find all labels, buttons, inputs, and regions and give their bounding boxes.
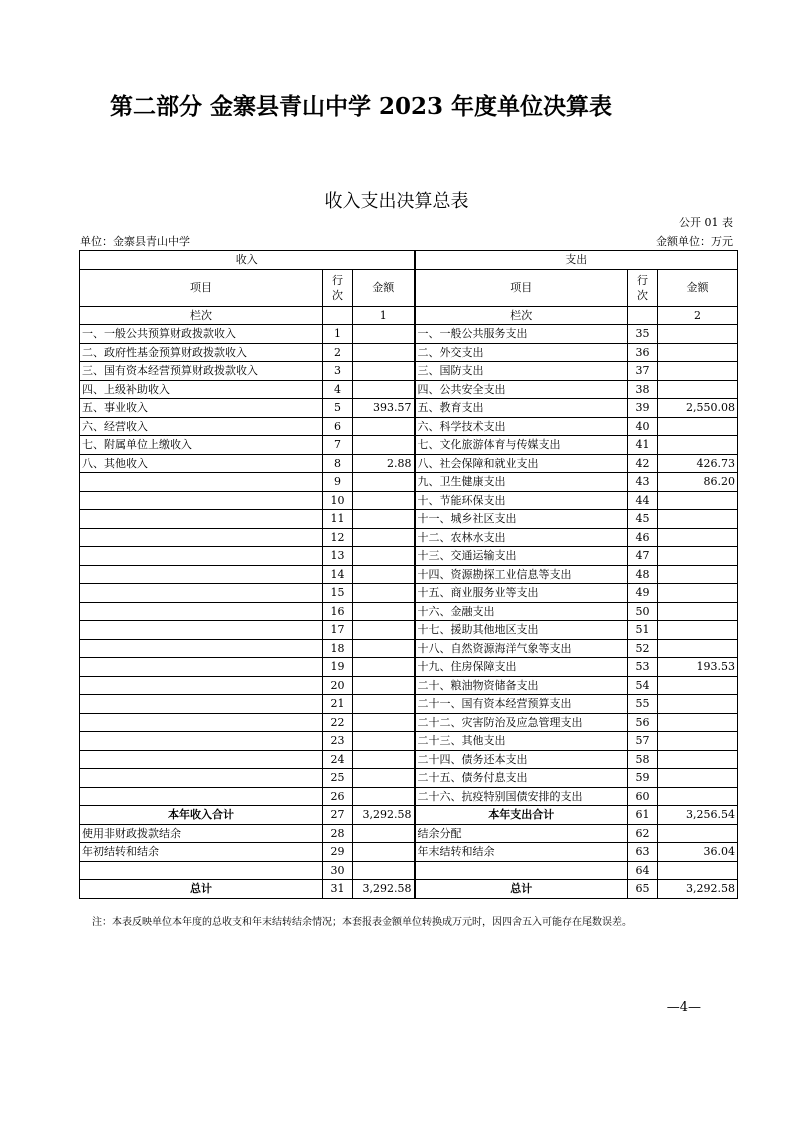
income-line-no-cell: 17 — [323, 621, 353, 640]
expense-amount-cell: 86.20 — [658, 473, 738, 492]
income-amount-cell — [353, 621, 415, 640]
expense-line-no-cell: 44 — [628, 491, 658, 510]
expense-line-no-cell: 49 — [628, 584, 658, 603]
expense-line-no-cell: 38 — [628, 380, 658, 399]
expense-amount-cell — [658, 510, 738, 529]
expense-item-cell: 二十二、灾害防治及应急管理支出 — [415, 713, 628, 732]
income-line-no-cell: 14 — [323, 565, 353, 584]
income-line-no-cell: 27 — [323, 806, 353, 825]
table-row — [80, 510, 738, 529]
column-label-row — [80, 306, 738, 325]
income-line-no-cell: 7 — [323, 436, 353, 455]
table-row — [80, 528, 738, 547]
expense-item-cell: 七、文化旅游体育与传媒支出 — [415, 436, 628, 455]
income-item-cell — [80, 510, 323, 529]
table-row — [80, 473, 738, 492]
unit-label: 单位：金寨县青山中学 — [80, 235, 190, 248]
expense-line-no-cell: 61 — [628, 806, 658, 825]
income-line-no-cell: 24 — [323, 750, 353, 769]
income-item-cell: 一、一般公共预算财政拨款收入 — [80, 325, 323, 344]
expense-line-no-cell: 45 — [628, 510, 658, 529]
expense-amount-cell — [658, 584, 738, 603]
income-line-no-cell: 5 — [323, 399, 353, 418]
expense-item-cell: 八、社会保障和就业支出 — [415, 454, 628, 473]
footnote: 注：本表反映单位本年度的总收支和年末结转结余情况；本套报表金额单位转换成万元时，因四舍五入可能存在尾数误差。 — [92, 917, 632, 928]
income-amount-header: 金额 — [353, 269, 415, 306]
form-code: 公开 01 表 — [679, 216, 733, 229]
expense-amount-cell — [658, 343, 738, 362]
income-amount-cell — [353, 769, 415, 788]
income-item-cell — [80, 639, 323, 658]
expense-line-no-cell: 52 — [628, 639, 658, 658]
expense-line-no-cell: 58 — [628, 750, 658, 769]
table-row — [80, 658, 738, 677]
income-item-header: 项目 — [80, 269, 323, 306]
income-line-no-cell: 25 — [323, 769, 353, 788]
expense-line-no-cell: 63 — [628, 843, 658, 862]
table-row — [80, 417, 738, 436]
table-row — [80, 769, 738, 788]
income-line-no-cell: 30 — [323, 861, 353, 880]
expense-amount-cell — [658, 861, 738, 880]
column-header-row — [80, 269, 738, 306]
expense-line-no-cell: 64 — [628, 861, 658, 880]
income-item-cell — [80, 769, 323, 788]
money-unit-label: 金额单位：万元 — [656, 235, 733, 248]
expense-line-no-cell: 43 — [628, 473, 658, 492]
table-row — [80, 602, 738, 621]
income-amount-cell — [353, 547, 415, 566]
income-amount-cell — [353, 750, 415, 769]
income-line-no-cell: 1 — [323, 325, 353, 344]
income-line-no-cell: 31 — [323, 880, 353, 899]
income-amount-cell — [353, 861, 415, 880]
table-row — [80, 565, 738, 584]
table-row — [80, 343, 738, 362]
table-row — [80, 584, 738, 603]
expense-line-no-cell: 35 — [628, 325, 658, 344]
income-line-no-cell: 2 — [323, 343, 353, 362]
income-line-no-cell: 20 — [323, 676, 353, 695]
table-row — [80, 695, 738, 714]
income-line-no-cell: 21 — [323, 695, 353, 714]
income-line-no-cell: 13 — [323, 547, 353, 566]
expense-amount-cell — [658, 824, 738, 843]
expense-line-no-cell: 57 — [628, 732, 658, 751]
expense-amount-cell — [658, 528, 738, 547]
expense-amount-cell — [658, 491, 738, 510]
table-row — [80, 787, 738, 806]
income-item-cell — [80, 547, 323, 566]
expense-section-header: 支出 — [415, 251, 738, 270]
expense-amount-cell — [658, 325, 738, 344]
expense-amount-cell: 2,550.08 — [658, 399, 738, 418]
expense-amount-cell — [658, 639, 738, 658]
income-section-header: 收入 — [80, 251, 415, 270]
income-line-no-cell: 18 — [323, 639, 353, 658]
expense-line-no-cell: 42 — [628, 454, 658, 473]
expense-item-cell: 十九、住房保障支出 — [415, 658, 628, 677]
income-amount-cell — [353, 602, 415, 621]
income-line-no-cell: 26 — [323, 787, 353, 806]
income-item-cell: 使用非财政拨款结余 — [80, 824, 323, 843]
income-amount-cell — [353, 658, 415, 677]
expense-amount-cell — [658, 436, 738, 455]
table-row — [80, 639, 738, 658]
expense-item-cell: 十五、商业服务业等支出 — [415, 584, 628, 603]
income-line-no-cell: 4 — [323, 380, 353, 399]
income-amount-cell — [353, 362, 415, 381]
income-line-no-cell: 29 — [323, 843, 353, 862]
expense-item-cell: 十、节能环保支出 — [415, 491, 628, 510]
expense-amount-cell — [658, 713, 738, 732]
income-line-no-cell: 8 — [323, 454, 353, 473]
table-row — [80, 713, 738, 732]
income-line-no-cell: 22 — [323, 713, 353, 732]
expense-item-cell — [415, 861, 628, 880]
income-item-cell — [80, 732, 323, 751]
expense-column-label-blank — [628, 306, 658, 325]
expense-amount-cell — [658, 602, 738, 621]
expense-amount-cell: 36.04 — [658, 843, 738, 862]
income-line-no-cell: 9 — [323, 473, 353, 492]
page-number: —4— — [666, 1000, 701, 1015]
expense-line-no-cell: 46 — [628, 528, 658, 547]
income-line-no-cell: 11 — [323, 510, 353, 529]
expense-item-cell: 二、外交支出 — [415, 343, 628, 362]
income-item-cell — [80, 491, 323, 510]
table-row — [80, 362, 738, 381]
expense-amount-cell — [658, 417, 738, 436]
income-line-no-cell: 3 — [323, 362, 353, 381]
income-col-number: 1 — [353, 306, 415, 325]
expense-line-no-cell: 54 — [628, 676, 658, 695]
expense-amount-cell — [658, 769, 738, 788]
section-header-row — [80, 251, 738, 270]
table-row — [80, 399, 738, 418]
income-item-cell: 八、其他收入 — [80, 454, 323, 473]
expense-item-cell: 九、卫生健康支出 — [415, 473, 628, 492]
income-item-cell — [80, 528, 323, 547]
table-row — [80, 547, 738, 566]
table-row — [80, 454, 738, 473]
income-amount-cell — [353, 732, 415, 751]
table-row — [80, 806, 738, 825]
expense-item-cell: 十六、金融支出 — [415, 602, 628, 621]
expense-amount-cell: 426.73 — [658, 454, 738, 473]
income-line-no-cell: 10 — [323, 491, 353, 510]
expense-line-no-header: 行次 — [628, 269, 658, 306]
expense-amount-cell — [658, 695, 738, 714]
income-amount-cell — [353, 824, 415, 843]
table-row — [80, 325, 738, 344]
income-amount-cell — [353, 528, 415, 547]
income-amount-cell — [353, 565, 415, 584]
expense-amount-cell — [658, 732, 738, 751]
expense-column-label: 栏次 — [415, 306, 628, 325]
expense-item-cell: 四、公共安全支出 — [415, 380, 628, 399]
expense-amount-cell — [658, 750, 738, 769]
expense-item-cell: 三、国防支出 — [415, 362, 628, 381]
expense-line-no-cell: 56 — [628, 713, 658, 732]
expense-item-cell: 二十一、国有资本经营预算支出 — [415, 695, 628, 714]
income-item-cell — [80, 750, 323, 769]
income-item-cell: 本年收入合计 — [80, 806, 323, 825]
income-item-cell: 四、上级补助收入 — [80, 380, 323, 399]
income-amount-cell: 3,292.58 — [353, 880, 415, 899]
table-row — [80, 621, 738, 640]
expense-item-cell: 二十六、抗疫特别国债安排的支出 — [415, 787, 628, 806]
expense-line-no-cell: 41 — [628, 436, 658, 455]
table-row — [80, 880, 738, 899]
expense-col-number: 2 — [658, 306, 738, 325]
income-amount-cell — [353, 787, 415, 806]
income-amount-cell — [353, 343, 415, 362]
income-column-label: 栏次 — [80, 306, 323, 325]
income-amount-cell — [353, 491, 415, 510]
expense-line-no-cell: 59 — [628, 769, 658, 788]
income-amount-cell — [353, 510, 415, 529]
expense-line-no-cell: 37 — [628, 362, 658, 381]
income-amount-cell — [353, 473, 415, 492]
expense-amount-cell: 3,292.58 — [658, 880, 738, 899]
expense-line-no-cell: 60 — [628, 787, 658, 806]
expense-item-cell: 结余分配 — [415, 824, 628, 843]
expense-amount-header: 金额 — [658, 269, 738, 306]
expense-item-cell: 十四、资源勘探工业信息等支出 — [415, 565, 628, 584]
expense-item-cell: 十八、自然资源海洋气象等支出 — [415, 639, 628, 658]
table-row — [80, 436, 738, 455]
expense-amount-cell — [658, 547, 738, 566]
expense-amount-cell — [658, 362, 738, 381]
table-row — [80, 491, 738, 510]
income-item-cell — [80, 676, 323, 695]
table-title: 收入支出决算总表 — [324, 191, 469, 212]
income-item-cell — [80, 787, 323, 806]
table-row — [80, 676, 738, 695]
income-line-no-cell: 23 — [323, 732, 353, 751]
expense-line-no-cell: 36 — [628, 343, 658, 362]
income-item-cell: 六、经营收入 — [80, 417, 323, 436]
expense-item-cell: 六、科学技术支出 — [415, 417, 628, 436]
income-item-cell: 七、附属单位上缴收入 — [80, 436, 323, 455]
expense-line-no-cell: 65 — [628, 880, 658, 899]
table-row — [80, 380, 738, 399]
income-item-cell: 年初结转和结余 — [80, 843, 323, 862]
income-amount-cell: 2.88 — [353, 454, 415, 473]
income-item-cell — [80, 861, 323, 880]
income-line-no-cell: 15 — [323, 584, 353, 603]
income-amount-cell — [353, 639, 415, 658]
expense-line-no-cell: 50 — [628, 602, 658, 621]
expense-amount-cell: 3,256.54 — [658, 806, 738, 825]
table-row — [80, 861, 738, 880]
income-item-cell — [80, 473, 323, 492]
expense-line-no-cell: 55 — [628, 695, 658, 714]
expense-item-header: 项目 — [415, 269, 628, 306]
income-expense-table — [79, 250, 738, 899]
income-amount-cell — [353, 380, 415, 399]
income-amount-cell — [353, 695, 415, 714]
expense-line-no-cell: 51 — [628, 621, 658, 640]
expense-line-no-cell: 40 — [628, 417, 658, 436]
income-amount-cell — [353, 676, 415, 695]
expense-line-no-cell: 47 — [628, 547, 658, 566]
income-item-cell — [80, 584, 323, 603]
income-item-cell — [80, 713, 323, 732]
income-line-no-header: 行次 — [323, 269, 353, 306]
expense-item-cell: 二十四、债务还本支出 — [415, 750, 628, 769]
expense-amount-cell — [658, 565, 738, 584]
expense-item-cell: 本年支出合计 — [415, 806, 628, 825]
expense-item-cell: 年末结转和结余 — [415, 843, 628, 862]
expense-line-no-cell: 62 — [628, 824, 658, 843]
income-amount-cell: 3,292.58 — [353, 806, 415, 825]
expense-item-cell: 二十三、其他支出 — [415, 732, 628, 751]
expense-amount-cell — [658, 380, 738, 399]
page-title: 第二部分 金寨县青山中学 2023 年度单位决算表 — [110, 93, 613, 120]
table-row — [80, 824, 738, 843]
income-item-cell: 二、政府性基金预算财政拨款收入 — [80, 343, 323, 362]
expense-item-cell: 十二、农林水支出 — [415, 528, 628, 547]
expense-item-cell: 总计 — [415, 880, 628, 899]
expense-amount-cell — [658, 787, 738, 806]
expense-item-cell: 五、教育支出 — [415, 399, 628, 418]
income-item-cell: 五、事业收入 — [80, 399, 323, 418]
income-line-no-cell: 28 — [323, 824, 353, 843]
income-item-cell — [80, 565, 323, 584]
income-line-no-cell: 16 — [323, 602, 353, 621]
income-amount-cell — [353, 584, 415, 603]
expense-item-cell: 一、一般公共服务支出 — [415, 325, 628, 344]
expense-amount-cell: 193.53 — [658, 658, 738, 677]
expense-item-cell: 二十五、债务付息支出 — [415, 769, 628, 788]
income-amount-cell — [353, 843, 415, 862]
income-amount-cell — [353, 417, 415, 436]
table-row — [80, 750, 738, 769]
income-line-no-cell: 12 — [323, 528, 353, 547]
expense-line-no-cell: 53 — [628, 658, 658, 677]
income-item-cell: 总计 — [80, 880, 323, 899]
income-item-cell — [80, 658, 323, 677]
income-column-label-blank — [323, 306, 353, 325]
expense-item-cell: 二十、粮油物资储备支出 — [415, 676, 628, 695]
expense-amount-cell — [658, 621, 738, 640]
income-amount-cell — [353, 436, 415, 455]
income-line-no-cell: 6 — [323, 417, 353, 436]
expense-item-cell: 十三、交通运输支出 — [415, 547, 628, 566]
income-amount-cell — [353, 325, 415, 344]
expense-line-no-cell: 39 — [628, 399, 658, 418]
income-item-cell — [80, 602, 323, 621]
income-item-cell — [80, 621, 323, 640]
income-amount-cell: 393.57 — [353, 399, 415, 418]
income-amount-cell — [353, 713, 415, 732]
income-line-no-cell: 19 — [323, 658, 353, 677]
expense-amount-cell — [658, 676, 738, 695]
table-row — [80, 732, 738, 751]
table-row — [80, 843, 738, 862]
expense-item-cell: 十七、援助其他地区支出 — [415, 621, 628, 640]
expense-line-no-cell: 48 — [628, 565, 658, 584]
income-item-cell: 三、国有资本经营预算财政拨款收入 — [80, 362, 323, 381]
expense-item-cell: 十一、城乡社区支出 — [415, 510, 628, 529]
income-item-cell — [80, 695, 323, 714]
